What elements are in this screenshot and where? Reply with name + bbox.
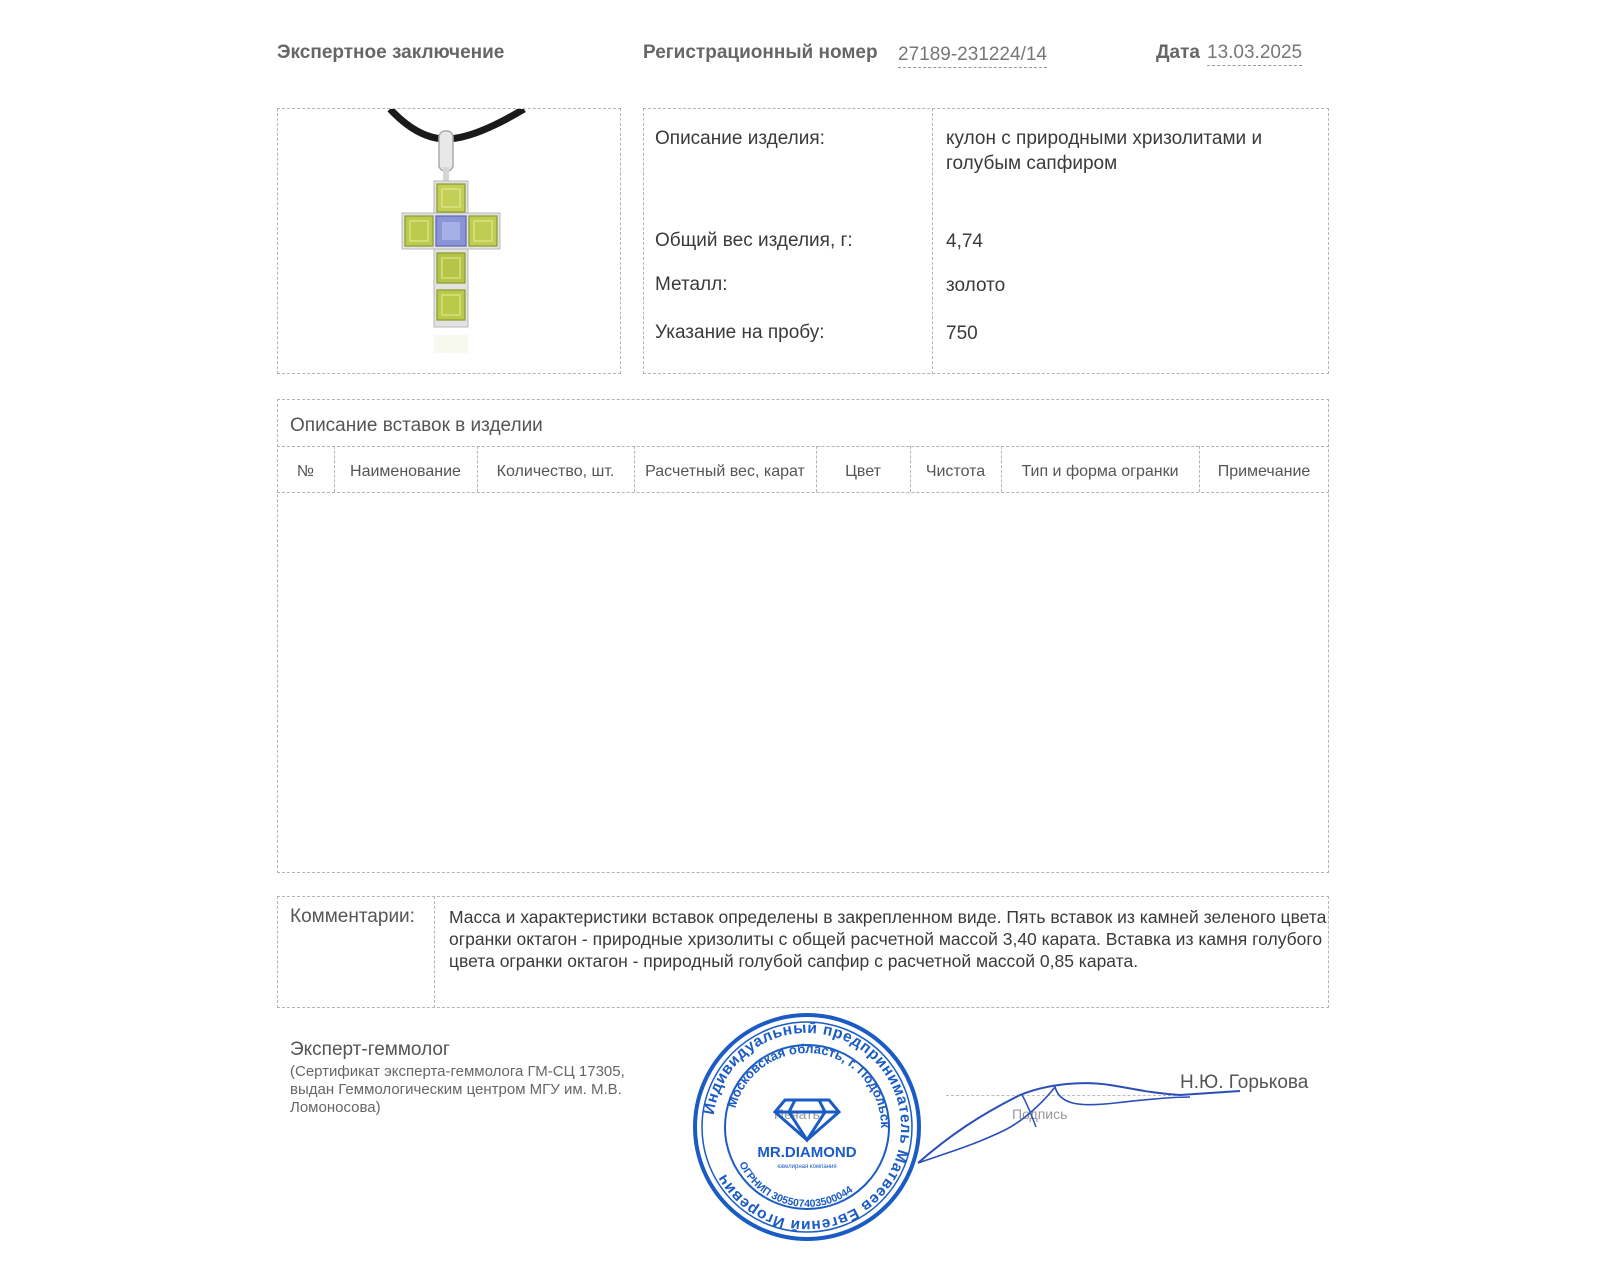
registration-label: Регистрационный номер <box>643 42 878 63</box>
description-label: Описание изделия: <box>655 128 825 149</box>
metal-value: золото <box>946 275 1006 296</box>
registration-number: 27189-231224/14 <box>898 44 1047 68</box>
comments-text: Масса и характеристики вставок определены в закрепленном виде. Пять вставок из камней зеленого цвета огранки октагон - природные хризолиты с общей расчетной массой 3,40 карата. Вставка из камня голубого цвета огранки октагон - природный голубой сапфир с расчетной массой 0,85 карата. <box>449 907 1327 971</box>
diamond-icon <box>775 1100 839 1140</box>
comments-label: Комментарии: <box>290 906 415 927</box>
weight-label: Общий вес изделия, г: <box>655 230 853 251</box>
column-header-weight: Расчетный вес, карат <box>645 463 805 480</box>
date-label: Дата <box>1156 42 1200 63</box>
column-header-quantity: Количество, шт. <box>496 463 615 480</box>
column-header-name: Наименование <box>350 463 461 480</box>
column-header-cut: Тип и форма огранки <box>1021 463 1179 480</box>
weight-value: 4,74 <box>946 231 983 252</box>
expert-title: Эксперт-геммолог <box>290 1039 450 1060</box>
description-value: кулон с природными хризолитами и голубым сапфиром <box>946 128 1263 174</box>
seal-outer-text: Индивидуальный предприниматель Матвеев Евгений Игоревич <box>700 1019 915 1235</box>
comments-divider <box>434 896 435 1008</box>
seal-inner-text: Московская область, г. Подольск <box>723 1040 894 1129</box>
info-column-divider <box>932 108 933 374</box>
inserts-title-divider <box>277 446 1329 447</box>
seal-brand-sub: ювелирная компания <box>777 1164 837 1170</box>
hallmark-label: Указание на пробу: <box>655 322 825 343</box>
column-header-clarity: Чистота <box>925 463 986 480</box>
column-header-color: Цвет <box>845 463 881 480</box>
handwritten-signature <box>910 1075 1255 1175</box>
seal-ogrnip: ОГРНИП 305507403500044 <box>736 1159 855 1211</box>
document-title: Экспертное заключение <box>277 42 505 63</box>
metal-label: Металл: <box>655 274 728 295</box>
expert-name: Н.Ю. Горькова <box>1180 1072 1309 1093</box>
date-value: 13.03.2025 <box>1207 42 1302 66</box>
hallmark-value: 750 <box>946 323 978 344</box>
inserts-header-divider <box>277 492 1329 493</box>
column-header-number: № <box>296 463 315 480</box>
company-seal <box>692 1012 922 1242</box>
signature-label: Подпись <box>1012 1106 1068 1122</box>
expert-certificate-note: (Сертификат эксперта-геммолога ГМ-СЦ 17305, выдан Геммологическим центром МГУ им. М.В. Ломоносова) <box>290 1063 625 1116</box>
item-photo-frame <box>277 108 621 374</box>
column-header-note: Примечание <box>1217 463 1311 480</box>
inserts-title: Описание вставок в изделии <box>290 415 543 436</box>
stamp-label: Печать <box>774 1106 820 1122</box>
pendant-cross-image <box>278 109 619 372</box>
seal-brand: MR.DIAMOND <box>757 1144 857 1161</box>
